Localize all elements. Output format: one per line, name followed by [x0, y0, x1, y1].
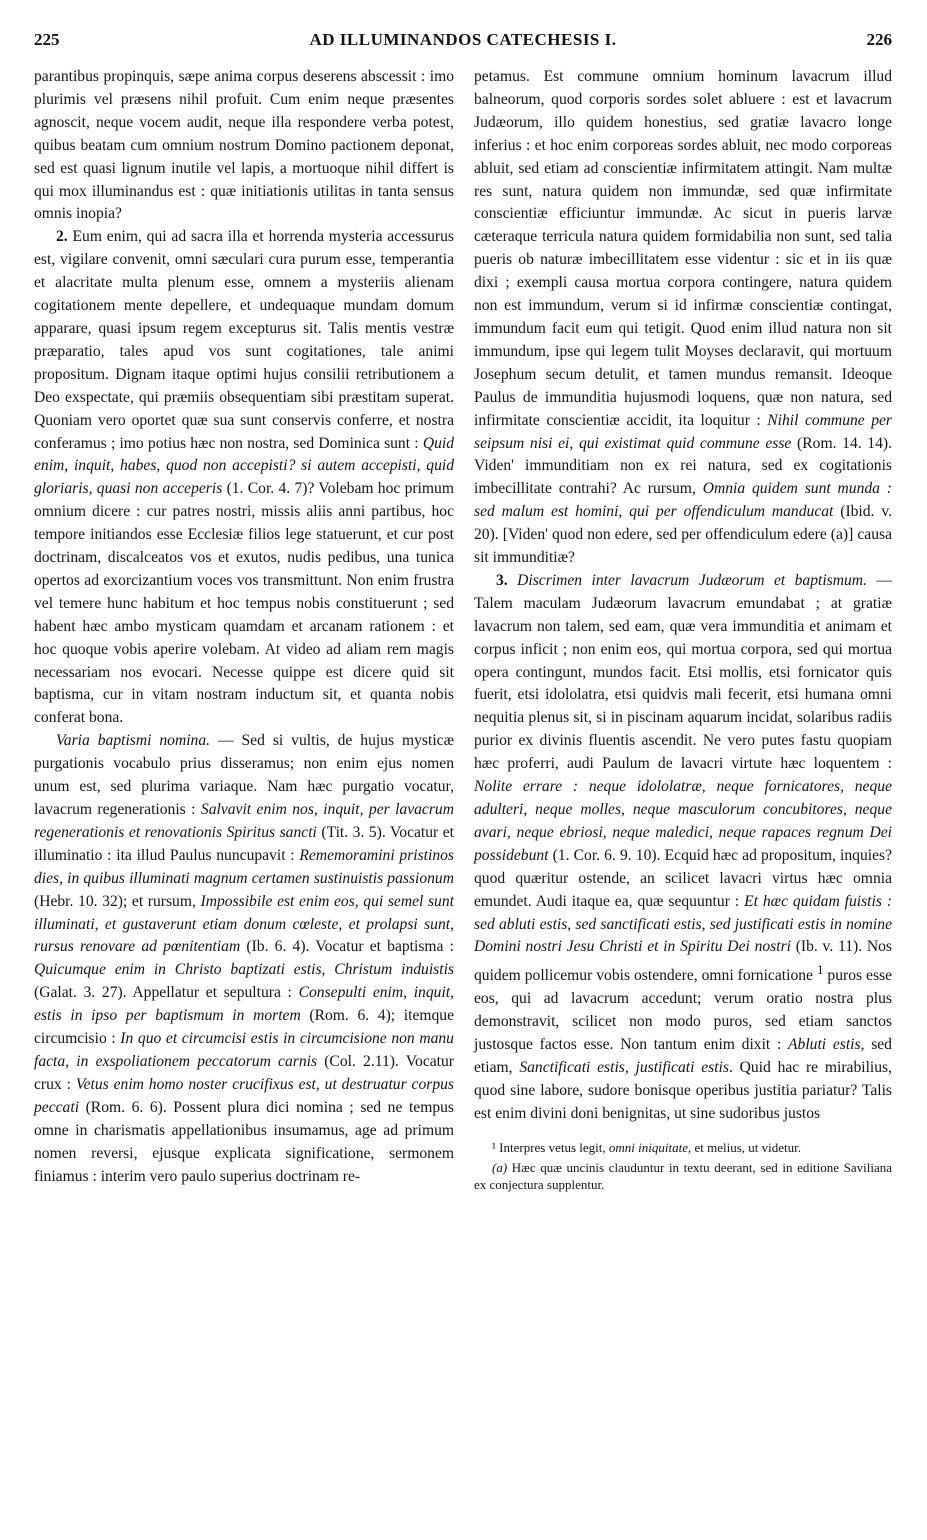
section-number: 2. — [56, 228, 68, 246]
scripture-reference: (Rom. 6. 6) — [85, 1098, 163, 1116]
scripture-quote: Impossibile est enim eos, qui semel sunt illuminati, et gustaverunt etiam donum cœleste, et prolapsi sunt, rursus renovare ad pœnitentiam — [34, 892, 454, 956]
scripture-quote: Quid enim, inquit, habes, quod non accepisti? si autem accepisti, quid gloriaris, quasi non acceperis — [34, 434, 454, 498]
scripture-reference: (1. Cor. 6. 9. 10). — [552, 846, 661, 864]
scripture-reference: (Hebr. 10. 32) — [34, 892, 123, 910]
paragraph-continuation: parantibus propinquis, sæpe anima corpus deserens abscessit : imo plurimis vel præsens nihil profuit. Cum enim neque præsentes agnoscit, neque vocem audit, neque illa respondere verba potest, quibus beatam cum omnium nostrum Domino pactionem deponat, sed est quasi lignum inutile vel lapis, a mortuoque nihil differt is qui mox illuminandus est : quæ initiationis utilitas in tanta sensus omnis inopia? — [34, 68, 454, 223]
scripture-quote: Quicumque enim in Christo baptizati estis, Christum induistis — [34, 961, 454, 979]
scripture-reference: (Rom. 14. 14) — [797, 434, 889, 452]
footnote-1: ¹ Interpres vetus legit, omni iniquitate, et melius, ut videtur. — [492, 1139, 802, 1155]
scripture-reference: (Rom. 6. 4) — [309, 1007, 391, 1025]
scripture-reference: (1. Cor. 4. 7) — [226, 480, 308, 498]
scripture-quote: Nolite errare : neque idololatræ, neque fornicatores, neque adulteri, neque molles, neque masculorum concubitores, neque avari, neque ebriosi, neque maledici, neque rapaces regnum Dei possidebunt — [474, 778, 892, 864]
left-column — [34, 66, 454, 1188]
paragraph-continuation: petamus. Est commune omnium hominum lavacrum illud balneorum, quod corporis sordes solet abluere : est et lavacrum Judæorum, illo quidem honestius, sed gratiæ lavacro longe inferius : et hoc enim corporeas sordes abluit, nec modo corporeas abluit, sed etiam ad conscientiæ infirmitatem attingit. Nam multæ res sunt, natura quidem non immundæ, sed quæ infirmitate conscientiæ efficiuntur immundæ. Ac sicut in pueris larvæ cæteraque terricula natura quidem formidabilia non sunt, sed talia pueris ob naturæ imbecillitatem esse videntur : sic et in iis quæ dixi ; exempli causa mortua corpora contingere, natura quidem non est immundum, verum si id infirmæ conscientiæ contingat, immundum facit eum qui tetigit. Quod enim illud natura non sit immundum, ipse qui legem tulit Moyses declaravit, qui mortuum Josephum secum detulit, et tamen mundus remansit. Ideoque Paulus de immunditia hujusmodi loquens, quæ non natura, sed infirmitate conscientiæ accidit, ita loquitur : Nihil commune per seipsum nisi ei, qui existimat quid commune esse (Rom. 14. 14). Viden' immunditiam non ex rei natura, sed ex cogitationis imbecillitate contrahi? Ac rursum, Omnia quidem sunt munda : sed malum est homini, qui per offendiculum manducat (Ibid. v. 20). [Viden' quod non edere, sed per offendiculum edere (a)] causa sit immunditiæ? — [474, 68, 893, 567]
section-heading: Discrimen inter lavacrum Judæorum et baptismum. — [517, 571, 867, 589]
page-number-left: 225 — [34, 30, 60, 49]
page-number-right: 226 — [866, 30, 892, 49]
footnotes — [474, 1140, 892, 1194]
footnote-a-mark: (a) — [492, 1160, 508, 1176]
scripture-quote: In quo et circumcisi estis in circumcisione non manu facta, in exspoliationem peccatorum carnis — [34, 1030, 454, 1070]
scripture-reference: (Col. 2.11) — [324, 1052, 395, 1070]
scripture-reference: (Tit. 3. 5). — [321, 823, 386, 841]
paragraph-2: 2. Eum enim, qui ad sacra illa et horrenda mysteria accessurus est, vigilare convenit, omni sæculari cura purum esse, temperantia et alacritate multa plenum esse, omnem a mysteriis alienam cogitationem mente depellere, et undequaque mundam domum apparare, quasi ipsum regem excepturus sit. Talis mentis vestræ præparatio, tales apud vos sunt cogitationes, tale animi propositum. Dignam itaque optimi hujus consilii retributionem a Deo exspectate, qui præmiis obsequentiam sibi præstitam superat. Quoniam vero oportet quæ sua sunt conservis conferre, et nostra conferamus ; imo potius hæc non nostra, sed Dominica sunt : Quid enim, inquit, habes, quod non accepisti? si autem accepisti, quid gloriaris, quasi non acceperis (1. Cor. 4. 7)? Volebam hoc primum omnium dicere : cur patres nostri, missis aliis anni partibus, hoc tempore initiandos esse Ecclesiæ filios lege statuerunt, et cur post doctrinam, discalceatos vos et exutos, nudis pedibus, una tunica opertos ad exorcizantium voces vos transmittunt. Non enim frustra vel temere hunc habitum et hoc tempus nobis constituerunt ; sed habent hæc ambo mysticam quamdam et arcanam rationem : et hoc quoque vobis aperire volebam. At video ad aliam rem magis necessariam nos evocari. Necesse quippe est dicere quid sit baptisma, cur in vitam nostram inductum sit, et quanta nobis conferat bona. — [34, 228, 454, 727]
scripture-quote: Consepulti enim, inquit, estis in ipso per baptismum in mortem — [34, 984, 455, 1025]
scripture-quote: Omnia quidem sunt munda : sed malum est homini, qui per offendiculum manducat — [474, 480, 892, 521]
footnote-marker: 1 — [816, 962, 824, 978]
scripture-reference: (Galat. 3. 27) — [34, 984, 123, 1002]
right-column — [474, 66, 892, 1197]
scripture-quote: Et hæc quidam fuistis : sed abluti estis, sed sanctificati estis, sed justificati estis in nomine Domini nostri Jesu Christi et in Spiritu Dei nostri — [474, 892, 893, 956]
scripture-quote: Abluti estis — [788, 1036, 861, 1054]
footnote-a: (a) Hæc quæ uncinis clauduntur in textu deerant, sed in editione Saviliana ex conjectura supplentur. — [474, 1160, 892, 1192]
running-title: AD ILLUMINANDOS CATECHESIS I. — [309, 30, 617, 49]
paragraph-3: Varia baptismi nomina. — Sed si vultis, de hujus mysticæ purgationis vocabulo prius disseramus; non enim ejus nomen unum est, sed plurima variaque. Nam hæc purgatio vocatur, lavacrum regenerationis : Salvavit enim nos, inquit, per lavacrum regenerationis et renovationis Spiritus sancti (Tit. 3. 5). Vocatur et illuminatio : ita illud Paulus nuncupavit : Rememoramini pristinos dies, in quibus illuminati magnum certamen sustinuistis passionum (Hebr. 10. 32); et rursum, Impossibile est enim eos, qui semel sunt illuminati, et gustaverunt etiam donum cœleste, et prolapsi sunt, rursus renovare ad pœnitentiam (Ib. 6. 4). Vocatur et baptisma : Quicumque enim in Christo baptizati estis, Christum induistis (Galat. 3. 27). Appellatur et sepultura : Consepulti enim, inquit, estis in ipso per baptismum in mortem (Rom. 6. 4); itemque circumcisio : In quo et circumcisi estis in circumcisione non manu facta, in exspoliationem peccatorum carnis (Col. 2.11). Vocatur crux : Vetus enim homo noster crucifixus est, ut destruatur corpus peccati (Rom. 6. 6). Possent plura dici nomina ; sed ne tempus omne in charismatis appellationibus insumamus, age ad primum nomen reversi, ejusque explicata significatione, sermonem finiamus : interim vero paulo superius doctrinam re- — [34, 732, 455, 1185]
scripture-quote: Nihil commune per seipsum nisi ei, qui existimat quid commune esse — [474, 411, 892, 452]
scripture-reference: (Ibid. v. 20) — [474, 503, 892, 544]
scripture-quote: Sanctificati estis, justificati estis — [519, 1059, 729, 1077]
section-number: 3. — [496, 571, 508, 589]
scripture-reference: (Ib. 6. 4) — [246, 938, 306, 956]
scripture-quote: Vetus enim homo noster crucifixus est, ut destruatur corpus peccati — [34, 1075, 454, 1116]
section-heading: Varia baptismi nomina. — [56, 732, 211, 750]
running-header — [34, 30, 892, 56]
paragraph-3-right: 3. Discrimen inter lavacrum Judæorum et baptismum. — Talem maculam Judæorum lavacrum emundabat ; at gratiæ lavacrum non talem, sed eam, quæ vera immunditia et animam et corpus inficit ; non enim eos, qui mortua corpora, sed qui mortua opera contingunt, mundos facit. Etsi mollis, etsi fornicator quis fuerit, etsi idololatra, etsi quidvis mali fecerit, etsi humana omni nequitia plenus sit, si in piscinam aquarum incidat, solaribus radiis purior ex divinis fluentis ascendit. Ne vero putes fastu quopiam hæc proferri, audi Paulum de lavacri virtute hæc loquentem : Nolite errare : neque idololatræ, neque fornicatores, neque adulteri, neque molles, neque masculorum concubitores, neque avari, neque ebriosi, neque maledici, neque rapaces regnum Dei possidebunt (1. Cor. 6. 9. 10). Ecquid hæc ad propositum, inquies? quod quæritur ostende, an scilicet lavacri virtus hæc omnia emundet. Audi itaque ea, quæ sequuntur : Et hæc quidam fuistis : sed abluti estis, sed sanctificati estis, sed justificati estis in nomine Domini nostri Jesu Christi et in Spiritu Dei nostri (Ib. v. 11). Nos quidem pollicemur vobis ostendere, omni fornicatione $^1$ puros esse eos, qui ad lavacrum accedunt; verum oratio nostra plus demonstravit, scilicet non modo puros, sed etiam sanctos justosque factos esse. Non tantum enim dixit : Abluti estis, sed etiam, Sanctificati estis, justificati estis. Quid hac re mirabilius, quod sine labore, sudore bonisque operibus justitia pariatur? Talis est enim divini doni benignitas, ut sine sudoribus justos — [474, 571, 893, 1122]
scripture-reference: (Ib. v. 11) — [795, 938, 859, 956]
scripture-quote: Rememoramini pristinos dies, in quibus illuminati magnum certamen sustinuistis passionum — [34, 846, 454, 887]
footnote-1-mark: ¹ — [492, 1139, 496, 1155]
scripture-quote: Salvavit enim nos, inquit, per lavacrum regenerationis et renovationis Spiritus sancti — [34, 801, 454, 841]
